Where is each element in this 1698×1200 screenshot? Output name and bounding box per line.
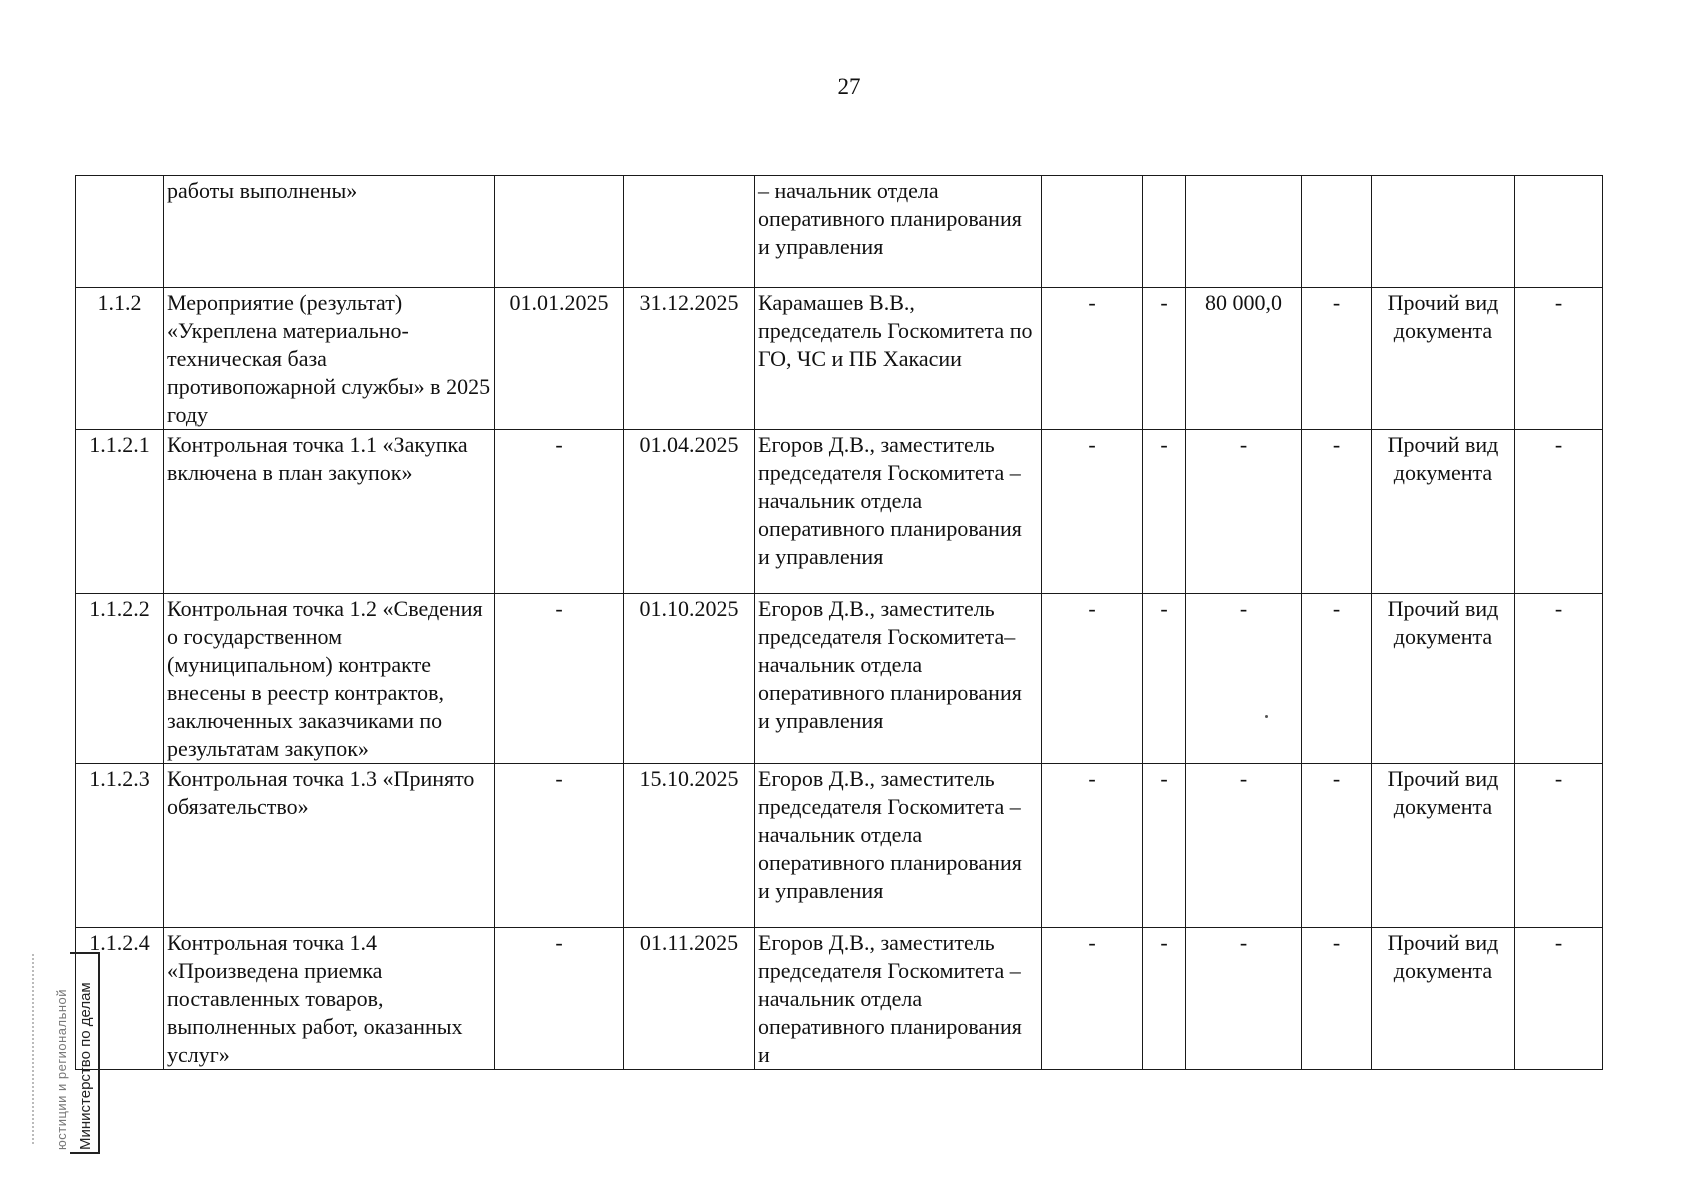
cell-value-1: - bbox=[1042, 928, 1143, 1070]
scan-speck bbox=[1265, 715, 1268, 718]
cell-value-1: - bbox=[1042, 594, 1143, 764]
cell-responsible: Карамашев В.В., председатель Госкомитета по ГО, ЧС и ПБ Хакасии bbox=[755, 288, 1042, 430]
plan-table bbox=[75, 175, 1603, 1070]
cell-value-1 bbox=[1042, 176, 1143, 288]
table-row bbox=[76, 928, 1603, 1070]
cell-document-type: Прочий вид документа bbox=[1372, 594, 1515, 764]
cell-document-type: Прочий вид документа bbox=[1372, 928, 1515, 1070]
table-row bbox=[76, 288, 1603, 430]
cell-start-date: - bbox=[495, 594, 624, 764]
cell-value-last: - bbox=[1515, 288, 1603, 430]
cell-number: 1.1.2.2 bbox=[76, 594, 164, 764]
cell-number: 1.1.2.3 bbox=[76, 764, 164, 928]
cell-document-type: Прочий вид документа bbox=[1372, 430, 1515, 594]
cell-value-3: - bbox=[1186, 928, 1302, 1070]
cell-number: 1.1.2 bbox=[76, 288, 164, 430]
table-body bbox=[76, 176, 1603, 1070]
table-row bbox=[76, 430, 1603, 594]
cell-name: работы выполнены» bbox=[164, 176, 495, 288]
cell-name: Контрольная точка 1.4 «Произведена приемка поставленных товаров, выполненных работ, оказанных услуг» bbox=[164, 928, 495, 1070]
cell-end-date: 15.10.2025 bbox=[624, 764, 755, 928]
cell-value-last: - bbox=[1515, 430, 1603, 594]
cell-end-date: 01.04.2025 bbox=[624, 430, 755, 594]
cell-value-1: - bbox=[1042, 764, 1143, 928]
cell-name: Контрольная точка 1.3 «Принято обязательство» bbox=[164, 764, 495, 928]
cell-responsible: – начальник отдела оперативного планирования и управления bbox=[755, 176, 1042, 288]
cell-value-last: - bbox=[1515, 764, 1603, 928]
cell-document-type bbox=[1372, 176, 1515, 288]
cell-name: Мероприятие (результат) «Укреплена материально-техническая база противопожарной службы» в 2025 году bbox=[164, 288, 495, 430]
cell-value-4: - bbox=[1302, 594, 1372, 764]
cell-value-3: 80 000,0 bbox=[1186, 288, 1302, 430]
cell-start-date: - bbox=[495, 928, 624, 1070]
stamp-text-main: Министерство по делам bbox=[77, 982, 94, 1150]
cell-value-2: - bbox=[1143, 764, 1186, 928]
cell-value-last: - bbox=[1515, 928, 1603, 1070]
cell-value-4 bbox=[1302, 176, 1372, 288]
cell-value-last: - bbox=[1515, 594, 1603, 764]
cell-number: 1.1.2.1 bbox=[76, 430, 164, 594]
cell-end-date: 01.11.2025 bbox=[624, 928, 755, 1070]
cell-responsible: Егоров Д.В., заместитель председателя Госкомитета – начальник отдела оперативного планирования и управления bbox=[755, 430, 1042, 594]
cell-value-2: - bbox=[1143, 288, 1186, 430]
cell-end-date bbox=[624, 176, 755, 288]
cell-value-2: - bbox=[1143, 594, 1186, 764]
cell-value-3: - bbox=[1186, 594, 1302, 764]
table-row bbox=[76, 594, 1603, 764]
cell-value-4: - bbox=[1302, 764, 1372, 928]
page-number: 27 bbox=[837, 74, 861, 99]
registration-stamp bbox=[32, 944, 102, 1160]
cell-value-3: - bbox=[1186, 764, 1302, 928]
cell-responsible: Егоров Д.В., заместитель председателя Госкомитета– начальник отдела оперативного планирования и управления bbox=[755, 594, 1042, 764]
cell-number: 1.1.2.4 bbox=[76, 928, 164, 1070]
cell-value-1: - bbox=[1042, 430, 1143, 594]
cell-end-date: 31.12.2025 bbox=[624, 288, 755, 430]
cell-document-type: Прочий вид документа bbox=[1372, 288, 1515, 430]
cell-value-3: - bbox=[1186, 430, 1302, 594]
stamp-text-secondary: юстиции и региональной bbox=[54, 988, 69, 1150]
cell-start-date: - bbox=[495, 430, 624, 594]
cell-start-date: - bbox=[495, 764, 624, 928]
cell-value-2: - bbox=[1143, 928, 1186, 1070]
cell-value-4: - bbox=[1302, 928, 1372, 1070]
cell-responsible: Егоров Д.В., заместитель председателя Госкомитета – начальник отдела оперативного планирования и bbox=[755, 928, 1042, 1070]
cell-value-4: - bbox=[1302, 430, 1372, 594]
cell-value-2: - bbox=[1143, 430, 1186, 594]
cell-start-date: 01.01.2025 bbox=[495, 288, 624, 430]
cell-value-3 bbox=[1186, 176, 1302, 288]
table-row bbox=[76, 176, 1603, 288]
cell-value-last bbox=[1515, 176, 1603, 288]
table-row bbox=[76, 764, 1603, 928]
cell-end-date: 01.10.2025 bbox=[624, 594, 755, 764]
cell-name: Контрольная точка 1.1 «Закупка включена в план закупок» bbox=[164, 430, 495, 594]
cell-value-4: - bbox=[1302, 288, 1372, 430]
cell-number bbox=[76, 176, 164, 288]
cell-responsible: Егоров Д.В., заместитель председателя Госкомитета – начальник отдела оперативного планирования и управления bbox=[755, 764, 1042, 928]
cell-document-type: Прочий вид документа bbox=[1372, 764, 1515, 928]
cell-start-date bbox=[495, 176, 624, 288]
cell-value-2 bbox=[1143, 176, 1186, 288]
cell-name: Контрольная точка 1.2 «Сведения о государственном (муниципальном) контракте внесены в реестр контрактов, заключенных заказчиками по результатам закупок» bbox=[164, 594, 495, 764]
cell-value-1: - bbox=[1042, 288, 1143, 430]
stamp-dotted-line bbox=[32, 954, 50, 1144]
